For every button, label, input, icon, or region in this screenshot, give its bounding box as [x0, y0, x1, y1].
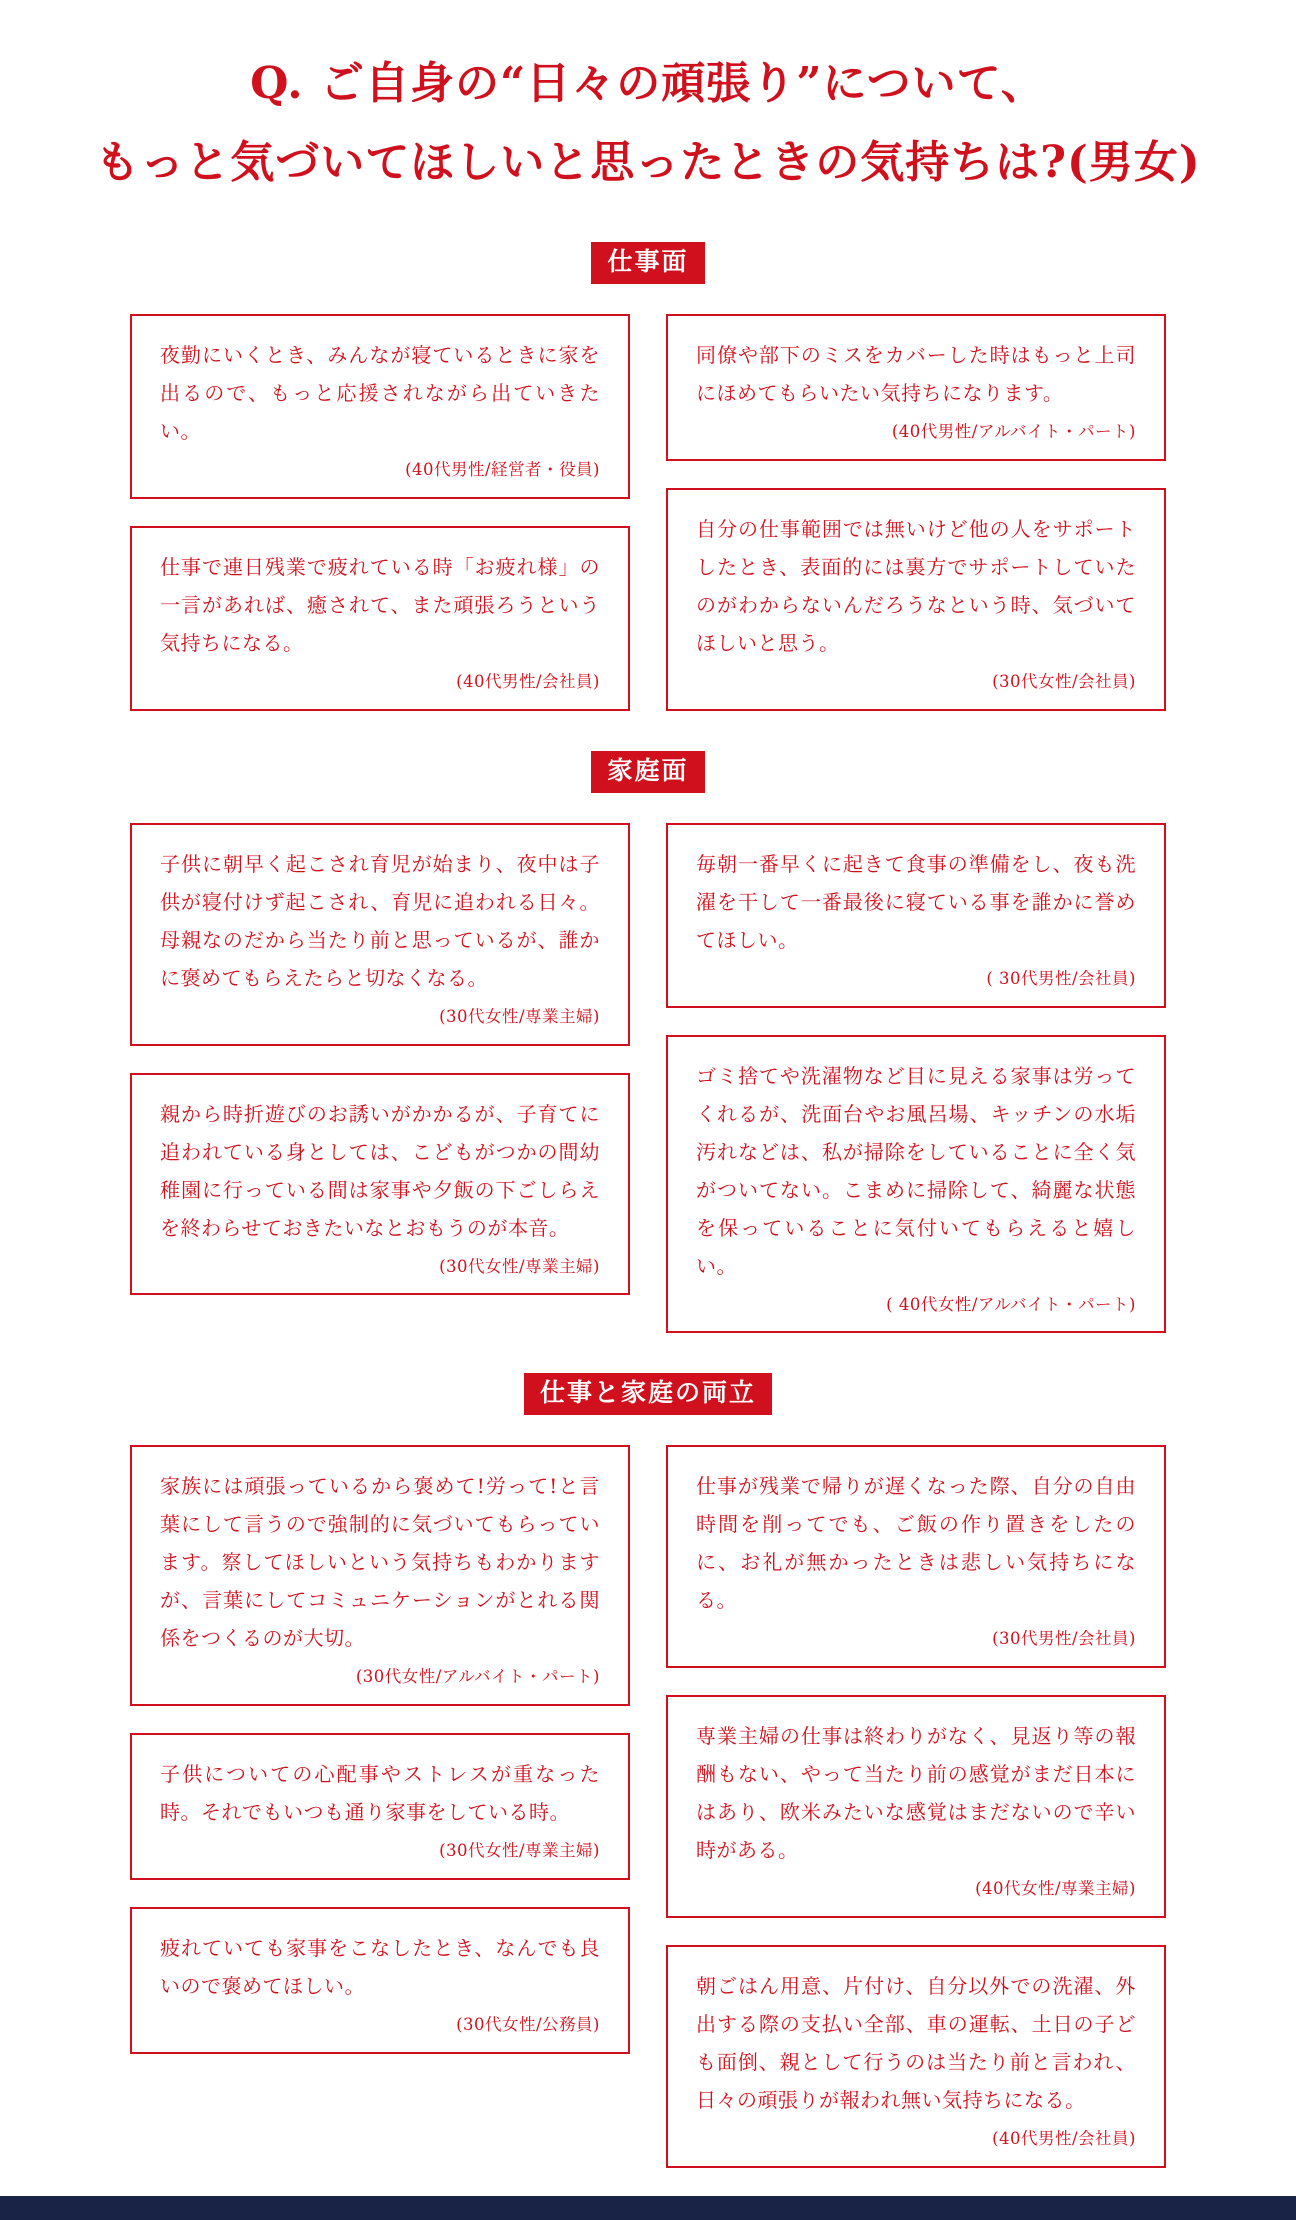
section-badge-balance: 仕事と家庭の両立: [524, 1373, 772, 1415]
quote-attribution: (40代男性/会社員): [992, 2128, 1136, 2148]
quote-card: [130, 1907, 630, 2054]
quote-attribution: (30代女性/専業主婦): [439, 1841, 600, 1861]
section-badge-work: 仕事面: [591, 242, 704, 284]
quote-card: [666, 823, 1166, 1008]
section-balance-columns: [130, 1445, 1166, 2167]
section-balance-left-column: [130, 1445, 630, 2167]
quote-text: 仕事が残業で帰りが遅くなった際、自分の自由時間を削ってでも、ご飯の作り置きをしたのに、お礼が無かったときは悲しい気持ちになる。: [696, 1474, 1136, 1613]
quote-text: 専業主婦の仕事は終わりがなく、見返り等の報酬もない、やって当たり前の感覚がまだ日本にはあり、欧米みたいな感覚はまだないので辛い時がある。: [696, 1724, 1136, 1863]
quote-attribution: ( 40代女性/アルバイト・パート): [886, 1294, 1136, 1314]
quote-text: 自分の仕事範囲では無いけど他の人をサポートしたとき、表面的には裏方でサポートしていたのがわからないんだろうなという時、気づいてほしいと思う。: [696, 517, 1136, 656]
section-work-left-column: [130, 314, 630, 711]
section-work: [0, 202, 1296, 711]
quote-card: [666, 1945, 1166, 2168]
quote-card: [666, 314, 1166, 461]
quote-card: [130, 526, 630, 711]
quote-text: 家族には頑張っているから褒めて!労って!と言葉にして言うので強制的に気づいてもらっています。察してほしいという気持ちもわかりますが、言葉にしてコミュニケーションがとれる関係をつくるのが大切。: [160, 1474, 600, 1651]
quote-text: 同僚や部下のミスをカバーした時はもっと上司にほめてもらいたい気持ちになります。: [696, 343, 1136, 406]
quote-card: [130, 1733, 630, 1880]
quote-card: [130, 1073, 630, 1296]
quote-attribution: (30代女性/公務員): [456, 2014, 600, 2034]
quote-attribution: (40代女性/専業主婦): [975, 1879, 1136, 1899]
quote-card: [666, 1035, 1166, 1334]
section-work-columns: [130, 314, 1166, 711]
quote-attribution: (40代男性/アルバイト・パート): [891, 422, 1136, 442]
quote-attribution: (30代女性/専業主婦): [439, 1256, 600, 1276]
section-badge-home: 家庭面: [591, 751, 704, 793]
quote-text: 子供に朝早く起こされ育児が始まり、夜中は子供が寝付けず起こされ、育児に追われる日々。母親なのだから当たり前と思っているが、誰かに褒めてもらえたらと切なくなる。: [160, 851, 600, 990]
quote-text: 夜勤にいくとき、みんなが寝ているときに家を出るので、もっと応援されながら出ていきたい。: [160, 343, 600, 444]
section-balance: [0, 1333, 1296, 2167]
section-home-left-column: [130, 823, 630, 1334]
page-title: [0, 0, 1296, 202]
quote-card: [666, 488, 1166, 711]
quote-text: ゴミ捨てや洗濯物など目に見える家事は労ってくれるが、洗面台やお風呂場、キッチンの水垢汚れなどは、私が掃除をしていることに全く気がついてない。こまめに掃除して、綺麗な状態を保っていることに気付いてもらえると嬉しい。: [696, 1063, 1136, 1278]
page-title-line-1: Q. ご自身の“日々の頑張り”について、: [250, 58, 1046, 109]
section-home: [0, 711, 1296, 1334]
quote-text: 毎朝一番早くに起きて食事の準備をし、夜も洗濯を干して一番最後に寝ている事を誰かに誉めてほしい。: [696, 851, 1136, 952]
quote-card: [666, 1445, 1166, 1668]
quote-attribution: ( 30代男性/会社員): [986, 968, 1136, 988]
page-title-line-2: もっと気づいてほしいと思ったときの気持ちは?(男女): [95, 137, 1201, 189]
quote-card: [130, 1445, 630, 1706]
quote-text: 子供についての心配事やストレスが重なった時。それでもいつも通り家事をしている時。: [160, 1762, 600, 1825]
quote-text: 親から時折遊びのお誘いがかかるが、子育てに追われている身としては、こどもがつかの間幼稚園に行っている間は家事や夕飯の下ごしらえを終わらせておきたいなとおもうのが本音。: [160, 1101, 600, 1240]
quote-text: 朝ごはん用意、片付け、自分以外での洗濯、外出する際の支払い全部、車の運転、土日の子ども面倒、親として行うのは当たり前と言われ、日々の頑張りが報われ無い気持ちになる。: [696, 1973, 1136, 2112]
footer-bar: [0, 2196, 1296, 2220]
quote-attribution: (30代男性/会社員): [992, 1629, 1136, 1649]
section-balance-right-column: [666, 1445, 1166, 2167]
quote-card: [130, 314, 630, 499]
quote-card: [666, 1695, 1166, 1918]
quote-attribution: (40代男性/会社員): [456, 672, 600, 692]
quote-attribution: (30代女性/会社員): [992, 672, 1136, 692]
quote-attribution: (40代男性/経営者・役員): [405, 460, 600, 480]
quote-attribution: (30代女性/専業主婦): [439, 1006, 600, 1026]
section-home-columns: [130, 823, 1166, 1334]
section-work-right-column: [666, 314, 1166, 711]
quote-text: 疲れていても家事をこなしたとき、なんでも良いので褒めてほしい。: [160, 1935, 600, 1998]
quote-attribution: (30代女性/アルバイト・パート): [355, 1667, 600, 1687]
quote-text: 仕事で連日残業で疲れている時「お疲れ様」の一言があれば、癒されて、また頑張ろうという気持ちになる。: [160, 555, 600, 656]
quote-card: [130, 823, 630, 1046]
section-home-right-column: [666, 823, 1166, 1334]
